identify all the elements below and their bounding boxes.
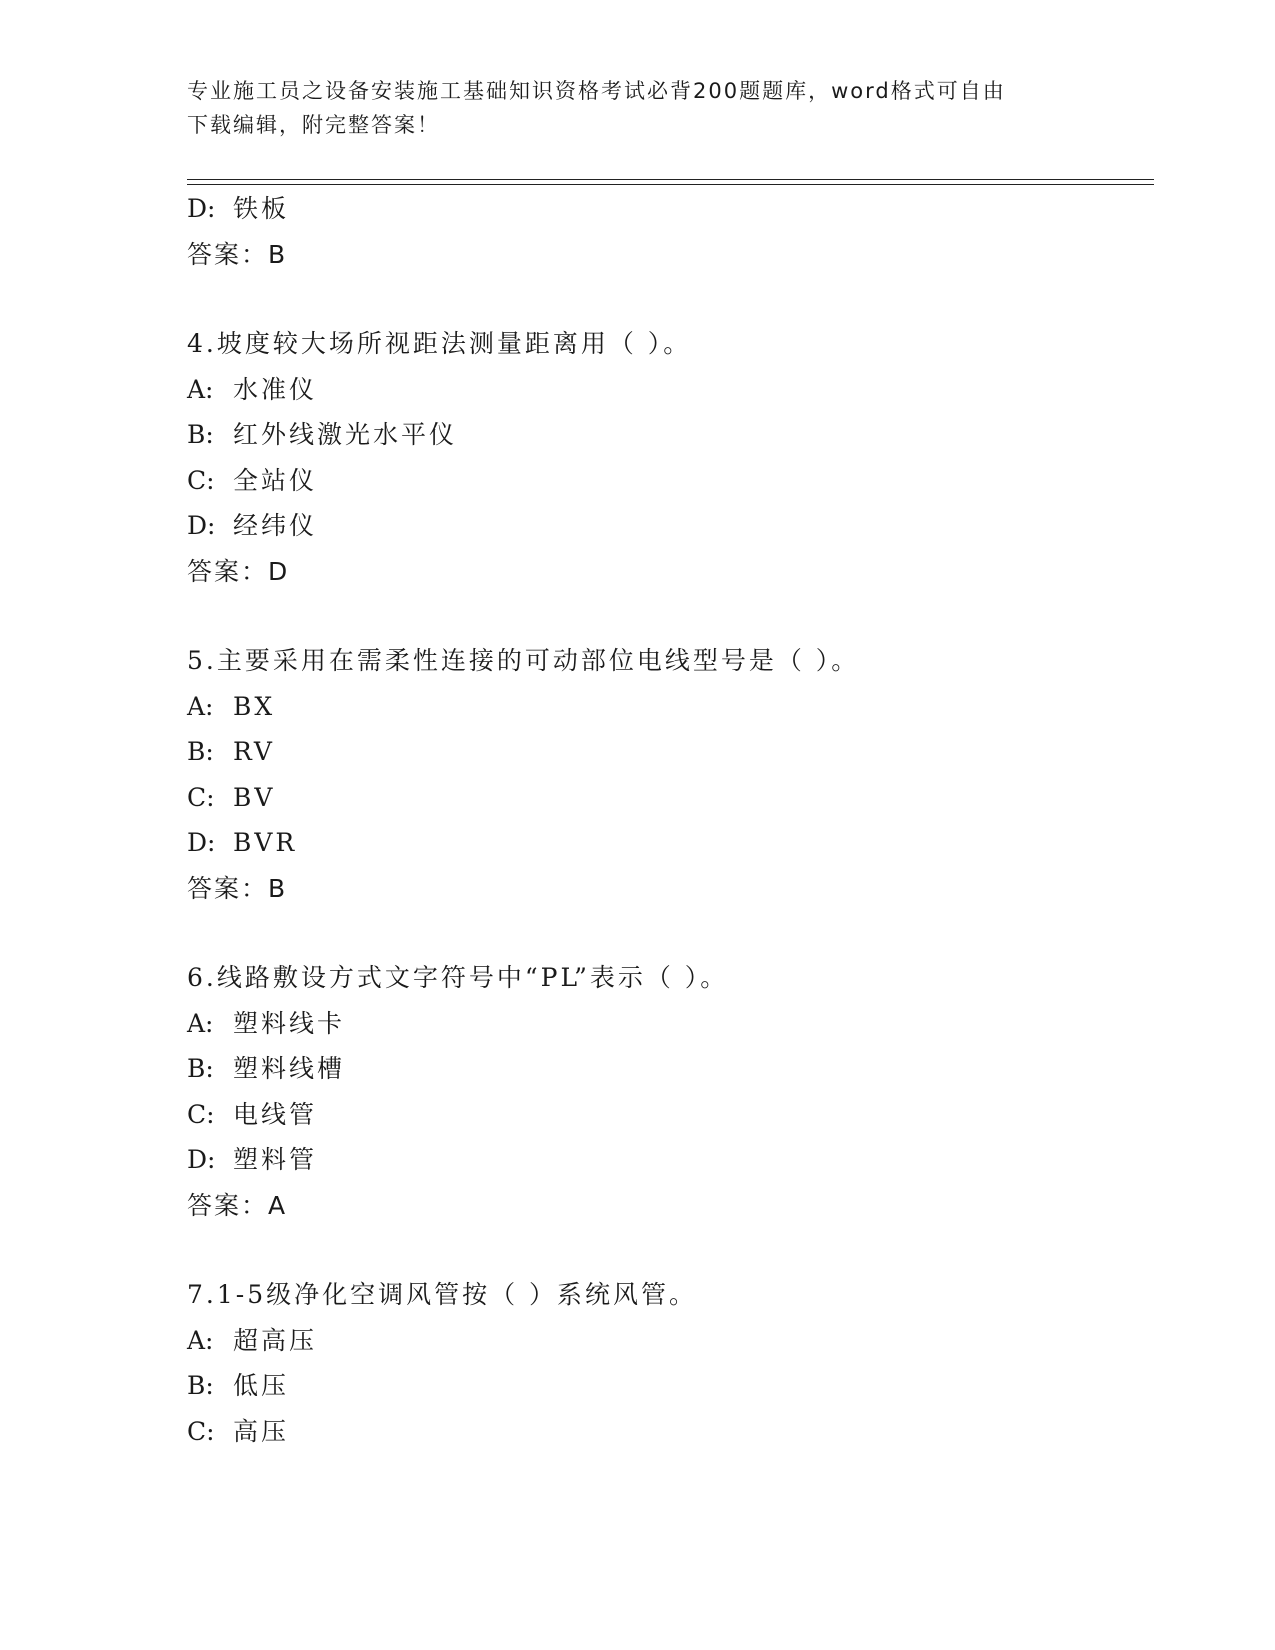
option-text: 低压: [233, 1371, 290, 1400]
option-d: [187, 186, 1147, 232]
option-text: BV: [233, 782, 276, 812]
answer: 答案：B: [187, 239, 288, 269]
question-4: [187, 321, 1147, 594]
option-text: 塑料管: [233, 1145, 318, 1174]
option-label: B:: [187, 1371, 214, 1400]
option-text: 塑料线卡: [233, 1008, 346, 1038]
option-c: [187, 1409, 1147, 1455]
option-b: [187, 1363, 1147, 1409]
spacer: [187, 911, 1147, 955]
question-3-tail: [187, 186, 1147, 277]
option-label: D:: [187, 1145, 216, 1174]
option-text: BX: [233, 691, 276, 721]
question-stem: 5.主要采用在需柔性连接的可动部位电线型号是（ ）。: [187, 646, 860, 675]
answer: 答案：D: [187, 556, 290, 586]
option-label: A:: [187, 691, 214, 721]
option-text: BVR: [233, 828, 298, 857]
question-stem: 4.坡度较大场所视距法测量距离用（ ）。: [187, 329, 692, 358]
option-b: [187, 1046, 1147, 1092]
option-d: [187, 820, 1147, 866]
question-7: [187, 1272, 1147, 1454]
option-label: B:: [187, 737, 214, 766]
option-label: C:: [187, 1099, 215, 1129]
option-label: C:: [187, 1416, 215, 1446]
option-text: 高压: [233, 1416, 290, 1446]
option-text: 全站仪: [233, 465, 318, 495]
header-line-2: 下载编辑，附完整答案！: [187, 113, 440, 137]
option-b: [187, 729, 1147, 775]
option-text: 塑料线槽: [233, 1054, 346, 1083]
option-label: D:: [187, 828, 216, 857]
option-c: [187, 775, 1147, 821]
option-a: [187, 684, 1147, 730]
option-label: D:: [187, 194, 216, 223]
header-divider-bottom: [187, 184, 1154, 185]
option-label: C:: [187, 465, 215, 495]
option-label: A:: [187, 1008, 214, 1038]
option-label: B:: [187, 420, 214, 449]
spacer: [187, 594, 1147, 638]
option-b: [187, 412, 1147, 458]
option-a: [187, 1318, 1147, 1364]
option-label: D:: [187, 511, 216, 540]
spacer: [187, 277, 1147, 321]
header-divider-top: [187, 179, 1154, 180]
option-text: 红外线激光水平仪: [233, 420, 458, 449]
option-label: B:: [187, 1054, 214, 1083]
option-text: 经纬仪: [233, 511, 318, 540]
question-6: [187, 955, 1147, 1228]
option-text: 超高压: [233, 1325, 318, 1355]
option-text: 水准仪: [233, 374, 318, 404]
option-c: [187, 1092, 1147, 1138]
document-header: [187, 74, 1087, 142]
answer: 答案：B: [187, 873, 288, 903]
option-text: RV: [233, 737, 275, 766]
question-stem: 7.1-5级净化空调风管按（ ）系统风管。: [187, 1280, 698, 1309]
answer: 答案：A: [187, 1190, 288, 1220]
option-c: [187, 458, 1147, 504]
option-text: 电线管: [233, 1099, 318, 1129]
option-label: A:: [187, 374, 214, 404]
question-5: [187, 638, 1147, 911]
header-line-1: 专业施工员之设备安装施工基础知识资格考试必背200题题库，word格式可自由: [187, 79, 1006, 103]
option-label: A:: [187, 1325, 214, 1355]
option-label: C:: [187, 782, 215, 812]
question-list: [187, 186, 1147, 1454]
option-d: [187, 1137, 1147, 1183]
option-d: [187, 503, 1147, 549]
question-stem: 6.线路敷设方式文字符号中“PL”表示（ ）。: [187, 963, 729, 992]
option-text: 铁板: [233, 194, 290, 223]
option-a: [187, 1001, 1147, 1047]
spacer: [187, 1228, 1147, 1272]
option-a: [187, 367, 1147, 413]
